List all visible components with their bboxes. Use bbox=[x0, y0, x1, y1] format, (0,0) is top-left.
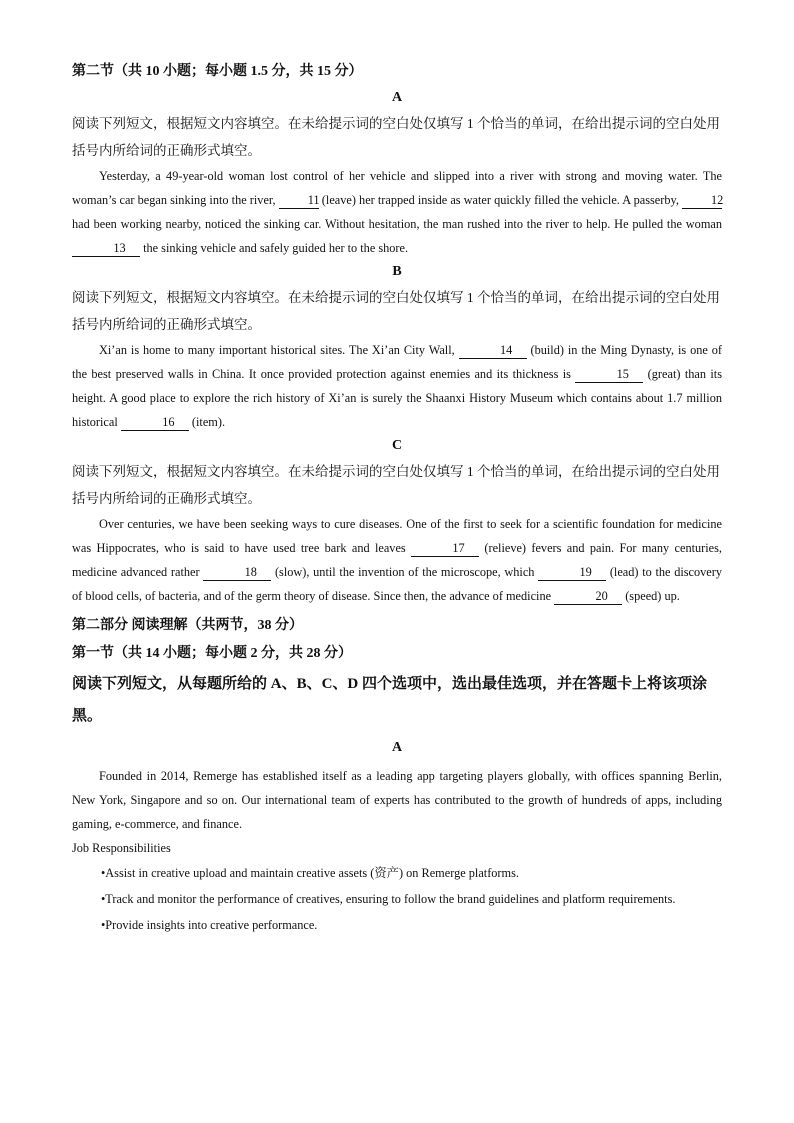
instruction-c: 阅读下列短文，根据短文内容填空。在未给提示词的空白处仅填写 1 个恰当的单词，在给出提示词的空白处用括号内所给词的正确形式填空。 bbox=[72, 464, 720, 506]
instruction-a: 阅读下列短文，根据短文内容填空。在未给提示词的空白处仅填写 1 个恰当的单词，在给出提示词的空白处用括号内所给词的正确形式填空。 bbox=[72, 116, 720, 158]
passage-label-a: A bbox=[391, 90, 403, 105]
blank-13[interactable]: 13 bbox=[72, 241, 140, 257]
passage-b: Xi’an is home to many important historical sites. The Xi’an City Wall, 14 (build) in the Ming Dynasty, is one of the best preserved walls in China. It once provided protection against enemies and its thickness is 15 (great) than its height. A good place to explore the rich history of Xi’an is surely the Shaanxi History Museum which contains about 1.7 million historical 16 (item). bbox=[72, 343, 722, 429]
instruction-b: 阅读下列短文，根据短文内容填空。在未给提示词的空白处仅填写 1 个恰当的单词，在给出提示词的空白处用括号内所给词的正确形式填空。 bbox=[72, 290, 720, 332]
bullet-item: •Track and monitor the performance of creatives, ensuring to follow the brand guidelines and platform requirements. bbox=[101, 892, 676, 906]
section-title: 第二节（共 10 小题；每小题 1.5 分，共 15 分） bbox=[72, 64, 363, 79]
blank-16[interactable]: 16 bbox=[121, 415, 189, 431]
blank-20[interactable]: 20 bbox=[554, 589, 622, 605]
blank-18[interactable]: 18 bbox=[203, 565, 271, 581]
part-title: 第二部分 阅读理解（共两节，38 分） bbox=[72, 618, 303, 633]
passage-c: Over centuries, we have been seeking ways to cure diseases. One of the first to seek for a scientific foundation for medicine was Hippocrates, who is said to have used tree bark and leaves 17 (relieve) fevers and pain. For many centuries, medicine advanced rather 18 (slow), until the invention of the microscope, which 19 (lead) to the discovery of blood cells, of bacteria, and of the germ theory of disease. Since then, the advance of medicine 20 (speed) up. bbox=[72, 517, 722, 603]
bullet-item: •Assist in creative upload and maintain creative assets (资产) on Remerge platforms. bbox=[101, 866, 519, 880]
job-heading: Job Responsibilities bbox=[72, 841, 171, 855]
section-title-reading: 第一节（共 14 小题；每小题 2 分，共 28 分） bbox=[72, 646, 352, 661]
reading-instruction: 阅读下列短文，从每题所给的 A、B、C、D 四个选项中，选出最佳选项，并在答题卡上将该项涂黑。 bbox=[72, 676, 708, 724]
passage-label-c: C bbox=[391, 438, 403, 453]
reading-a-intro: Founded in 2014, Remerge has established itself as a leading app targeting players globally, with offices spanning Berlin, New York, Singapore and so on. Our international team of experts has contributed to the growth of hundreds of apps, including gaming, e-commerce, and finance. bbox=[72, 769, 722, 831]
blank-11[interactable]: 11 bbox=[279, 193, 319, 209]
blank-17[interactable]: 17 bbox=[411, 541, 479, 557]
bullet-item: •Provide insights into creative performance. bbox=[101, 918, 318, 932]
blank-12[interactable]: 12 bbox=[682, 193, 722, 209]
passage-label-b: B bbox=[392, 264, 402, 279]
reading-label-a: A bbox=[391, 740, 403, 755]
blank-15[interactable]: 15 bbox=[575, 367, 643, 383]
blank-19[interactable]: 19 bbox=[538, 565, 606, 581]
passage-a: Yesterday, a 49-year-old woman lost control of her vehicle and slipped into a river with strong and moving water. The woman’s car began sinking into the river, 11 (leave) her trapped inside as water quickly filled the vehicle. A passerby, 12 had been working nearby, noticed the sinking car. Without hesitation, the man rushed into the river to help. He pulled the woman 13 the sinking vehicle and safely guided her to the shore. bbox=[72, 169, 724, 255]
blank-14[interactable]: 14 bbox=[459, 343, 527, 359]
document-page bbox=[72, 58, 722, 938]
